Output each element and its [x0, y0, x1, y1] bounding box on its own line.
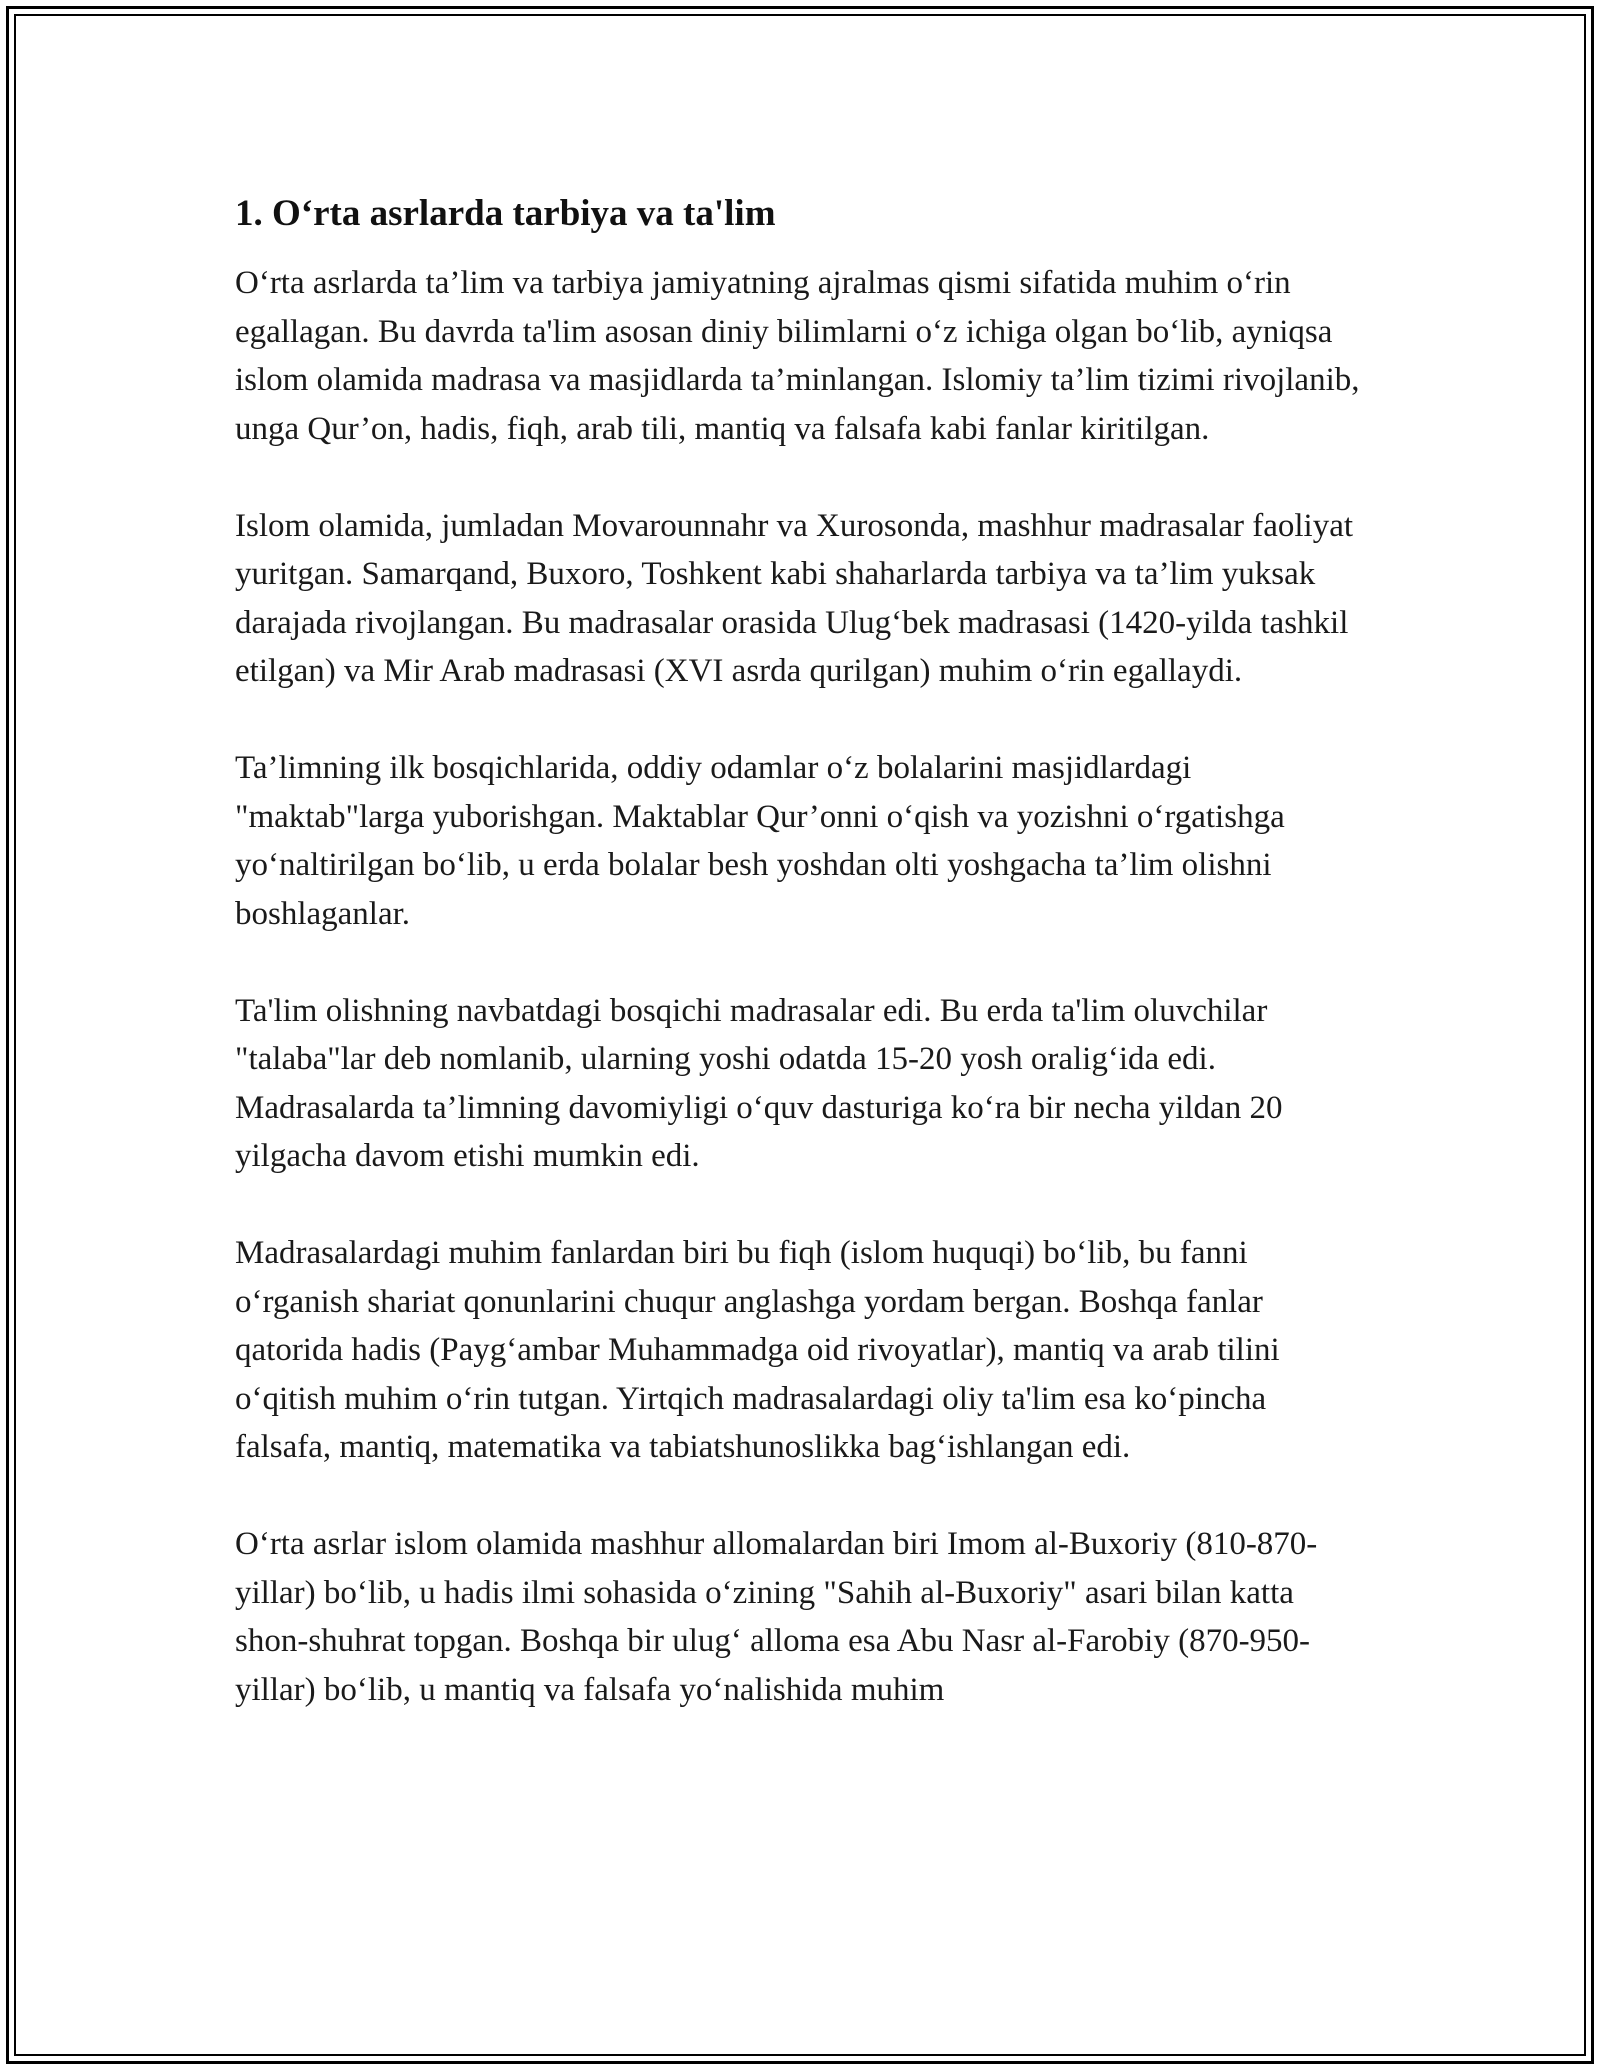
paragraph: Islom olamida, jumladan Movarounnahr va Xurosonda, mashhur madrasalar faoliyat yuritgan. Samarqand, Buxoro, Toshkent kabi shaharlarda tarbiya va ta’lim yuksak darajada rivojlangan. Bu madrasalar orasida Ulug‘bek madrasasi (1420-yilda tashkil etilgan) va Mir Arab madrasasi (XVI asrda qurilgan) muhim o‘rin egallaydi. [235, 507, 1354, 689]
document-body [235, 185, 1370, 1714]
paragraph: Madrasalardagi muhim fanlardan biri bu fiqh (islom huquqi) bo‘lib, bu fanni o‘rganish shariat qonunlarini chuqur anglashga yordam bergan. Boshqa fanlar qatorida hadis (Payg‘ambar Muhammadga oid rivoyatlar), mantiq va arab tilini o‘qitish muhim o‘rin tutgan. Yirtqich madrasalardagi oliy ta'lim esa ko‘pincha falsafa, mantiq, matematika va tabiatshunoslikka bag‘ishlangan edi. [235, 1235, 1280, 1465]
paragraph: O‘rta asrlarda ta’lim va tarbiya jamiyatning ajralmas qismi sifatida muhim o‘rin egallagan. Bu davrda ta'lim asosan diniy bilimlarni o‘z ichiga olgan bo‘lib, ayniqsa islom olamida madrasa va masjidlarda ta’minlangan. Islomiy ta’lim tizimi rivojlanib, unga Qur’on, hadis, fiqh, arab tili, mantiq va falsafa kabi fanlar kiritilgan. [235, 265, 1360, 447]
paragraph: Ta'lim olishning navbatdagi bosqichi madrasalar edi. Bu erda ta'lim oluvchilar "talaba"lar deb nomlanib, ularning yoshi odatda 15-20 yosh oralig‘ida edi. Madrasalarda ta’limning davomiyligi o‘quv dasturiga ko‘ra bir necha yildan 20 yilgacha davom etishi mumkin edi. [235, 992, 1283, 1174]
paragraph: O‘rta asrlar islom olamida mashhur allomalardan biri Imom al-Buxoriy (810-870-yillar) bo‘lib, u hadis ilmi sohasida o‘zining "Sahih al-Buxoriy" asari bilan katta shon-shuhrat topgan. Boshqa bir ulug‘ alloma esa Abu Nasr al-Farobiy (870-950-yillar) bo‘lib, u mantiq va falsafa yo‘nalishida muhim [235, 1526, 1318, 1708]
paragraph: Ta’limning ilk bosqichlarida, oddiy odamlar o‘z bolalarini masjidlardagi "maktab"larga yuborishgan. Maktablar Qur’onni o‘qish va yozishni o‘rgatishga yo‘naltirilgan bo‘lib, u erda bolalar besh yoshdan olti yoshgacha ta’lim olishni boshlaganlar. [235, 750, 1285, 932]
page-title: 1. O‘rta asrlarda tarbiya va ta'lim [235, 193, 776, 234]
